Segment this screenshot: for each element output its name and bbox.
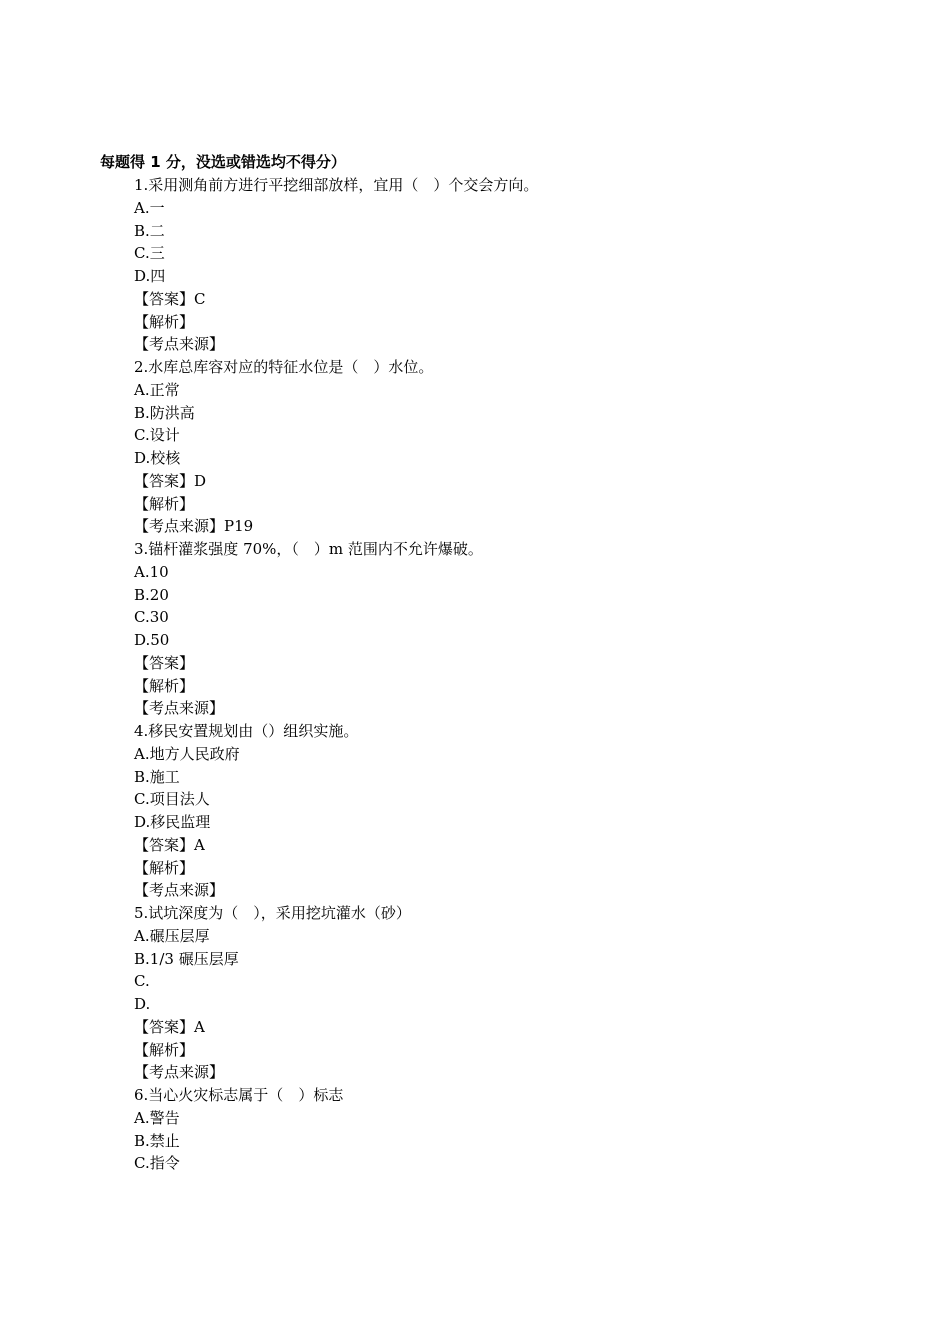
question-2-option-c: C.设计 (134, 426, 180, 445)
question-1-option-b: B.二 (134, 221, 165, 240)
question-3-analysis: 【解析】 (134, 676, 195, 695)
question-4-option-a: A.地方人民政府 (134, 744, 240, 763)
question-5-option-b: B.1/3 碾压层厚 (134, 949, 239, 968)
question-4-option-c: C.项目法人 (134, 790, 210, 809)
question-2-option-b: B.防洪高 (134, 403, 195, 422)
question-2-option-d: D.校核 (134, 449, 181, 467)
question-1-option-a: A.一 (134, 198, 165, 217)
question-5-option-d: D. (134, 995, 151, 1013)
question-4-option-b: B.施工 (134, 767, 180, 786)
question-3-option-a: A.10 (134, 562, 169, 581)
question-3-stem: 3.锚杆灌浆强度 70%，（ ）m 范围内不允许爆破。 (134, 540, 483, 558)
question-3-option-b: B.20 (134, 585, 169, 604)
question-4-option-d: D.移民监理 (134, 813, 211, 831)
question-5-option-c: C. (134, 972, 150, 991)
question-1-source: 【考点来源】 (134, 335, 225, 354)
question-2-stem: 2.水库总库容对应的特征水位是（ ）水位。 (134, 358, 434, 376)
question-2-source: 【考点来源】P19 (134, 517, 254, 536)
question-1-answer: 【答案】C (134, 289, 206, 308)
question-1-option-c: C.三 (134, 244, 165, 263)
question-6-option-c: C.指令 (134, 1154, 180, 1173)
question-2-answer: 【答案】D (134, 471, 207, 490)
question-2-analysis: 【解析】 (134, 494, 195, 513)
question-3-source: 【考点来源】 (134, 699, 225, 718)
question-5-option-a: A.碾压层厚 (134, 926, 210, 945)
question-3-option-d: D.50 (134, 631, 170, 649)
question-4-stem: 4.移民安置规划由（）组织实施。 (134, 722, 359, 740)
question-1-option-d: D.四 (134, 267, 166, 285)
question-6-stem: 6.当心火灾标志属于（ ）标志 (134, 1086, 344, 1104)
question-5-stem: 5.试坑深度为（ ），采用挖坑灌水（砂） (134, 904, 411, 922)
section-heading: 每题得 1 分，没选或错选均不得分） (100, 153, 346, 171)
question-5-analysis: 【解析】 (134, 1040, 195, 1059)
question-body (134, 174, 914, 1175)
question-1-stem: 1.采用测角前方进行平挖细部放样，宜用（ ）个交会方向。 (134, 176, 539, 194)
question-6-option-a: A.警告 (134, 1108, 180, 1127)
question-1-analysis: 【解析】 (134, 312, 195, 331)
question-4-source: 【考点来源】 (134, 881, 225, 900)
question-5-answer: 【答案】A (134, 1017, 205, 1036)
question-4-analysis: 【解析】 (134, 858, 195, 877)
question-4-answer: 【答案】A (134, 835, 205, 854)
question-3-answer: 【答案】 (134, 653, 195, 672)
question-3-option-c: C.30 (134, 608, 169, 627)
question-6-option-b: B.禁止 (134, 1131, 180, 1150)
question-2-option-a: A.正常 (134, 380, 180, 399)
question-5-source: 【考点来源】 (134, 1063, 225, 1082)
